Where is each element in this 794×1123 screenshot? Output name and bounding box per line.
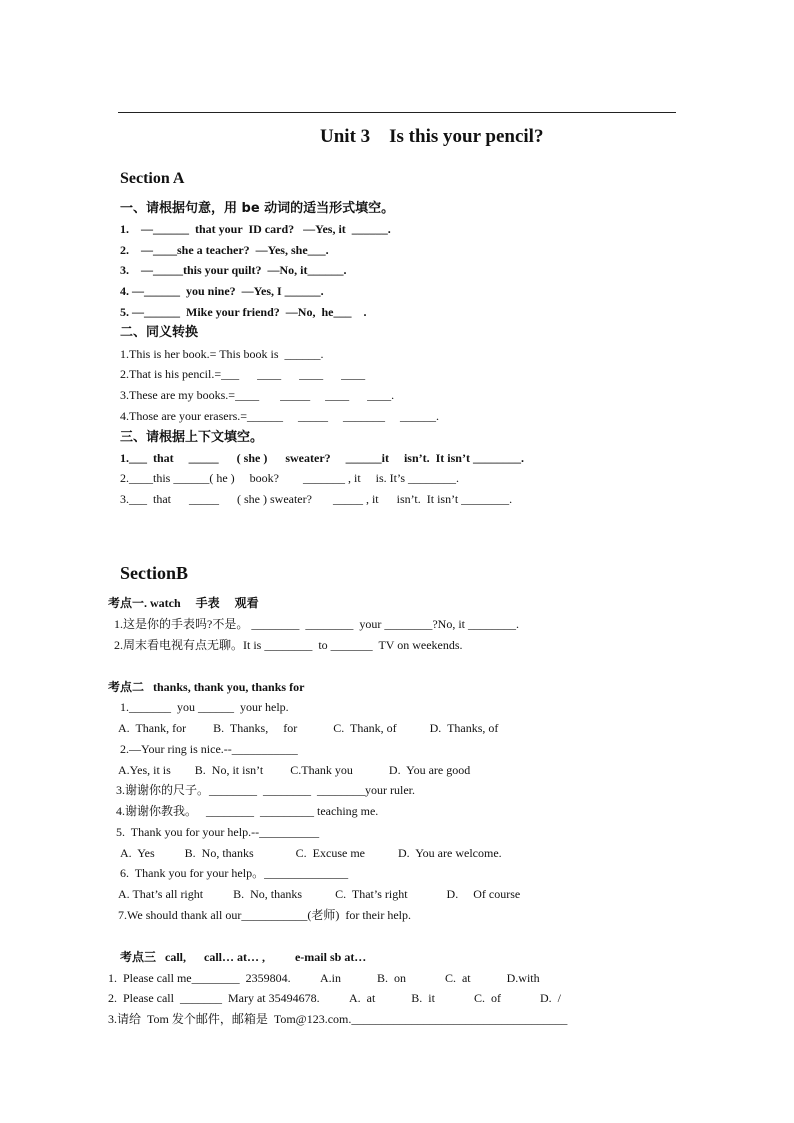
part1-item-1: 1. —______ that your ID card? —Yes, it ______. bbox=[120, 222, 391, 236]
point2-item-10: A. That’s all right B. No, thanks C. That’s right D. Of course bbox=[118, 887, 521, 901]
point3-item-3: 3.请给 Tom 发个邮件，邮箱是 Tom@123.com.____________________________________ bbox=[108, 1012, 568, 1026]
part3-heading: 三、请根据上下文填空。 bbox=[120, 430, 264, 445]
point2-item-8: A. Yes B. No, thanks C. Excuse me D. You are welcome. bbox=[120, 846, 502, 860]
part3-item-3: 3.___ that _____ ( she ) sweater? _____ , it isn’t. It isn’t ________. bbox=[120, 492, 513, 506]
point2-item-6: 4.谢谢你教我。 ________ _________ teaching me. bbox=[116, 804, 379, 818]
point2-item-11: 7.We should thank all our___________(老师) for their help. bbox=[118, 908, 411, 922]
part2-item-2: 2.That is his pencil.=___ ____ ____ ____ bbox=[120, 367, 366, 381]
page-title: Unit 3 Is this your pencil? bbox=[320, 126, 544, 147]
part1-item-5: 5. —______ Mike your friend? —No, he___ . bbox=[120, 305, 367, 319]
point2-item-2: A. Thank, for B. Thanks, for C. Thank, of D. Thanks, of bbox=[118, 721, 499, 735]
point2-item-3: 2.—Your ring is nice.--___________ bbox=[120, 742, 298, 756]
point3-heading: 考点三 call, call… at… , e-mail sb at… bbox=[120, 950, 367, 964]
part2-heading: 二、同义转换 bbox=[120, 325, 199, 340]
point2-item-1: 1._______ you ______ your help. bbox=[120, 700, 289, 714]
point2-item-4: A.Yes, it is B. No, it isn’t C.Thank you D. You are good bbox=[118, 763, 471, 777]
point2-item-7: 5. Thank you for your help.--__________ bbox=[116, 825, 320, 839]
header-rule bbox=[118, 112, 676, 113]
part3-item-1: 1.___ that _____ ( she ) sweater? ______it isn’t. It isn’t ________. bbox=[120, 451, 524, 465]
point2-item-5: 3.谢谢你的尺子。________ ________ ________your ruler. bbox=[116, 783, 415, 797]
point2-heading: 考点二 thanks, thank you, thanks for bbox=[108, 680, 305, 694]
part1-item-2: 2. —____she a teacher? —Yes, she___. bbox=[120, 243, 329, 257]
part2-item-1: 1.This is her book.= This book is ______. bbox=[120, 347, 324, 361]
point1-item-2: 2.周末看电视有点无聊。It is ________ to _______ TV on weekends. bbox=[114, 638, 463, 652]
point3-item-1: 1. Please call me________ 2359804. A.in B. on C. at D.with bbox=[108, 971, 540, 985]
part1-item-4: 4. —______ you nine? —Yes, I ______. bbox=[120, 284, 324, 298]
point1-item-1: 1.这是你的手表吗?不是。 ________ ________ your ________?No, it ________. bbox=[114, 617, 519, 631]
point3-item-2: 2. Please call _______ Mary at 35494678. A. at B. it C. of D. / bbox=[108, 991, 561, 1005]
point2-item-9: 6. Thank you for your help。______________ bbox=[120, 866, 349, 880]
part3-item-2: 2.____this ______( he ) book? _______ , it is. It’s ________. bbox=[120, 471, 459, 485]
part2-item-4: 4.Those are your erasers.=______ _____ _______ ______. bbox=[120, 409, 440, 423]
part2-item-3: 3.These are my books.=____ _____ ____ ____. bbox=[120, 388, 395, 402]
point1-heading: 考点一. watch 手表 观看 bbox=[108, 596, 259, 610]
section-b-heading: SectionB bbox=[120, 563, 189, 583]
part1-heading: 一、请根据句意，用 be 动词的适当形式填空。 bbox=[120, 201, 395, 216]
part1-item-3: 3. —_____this your quilt? —No, it______. bbox=[120, 263, 347, 277]
section-a-heading: Section A bbox=[120, 170, 185, 187]
